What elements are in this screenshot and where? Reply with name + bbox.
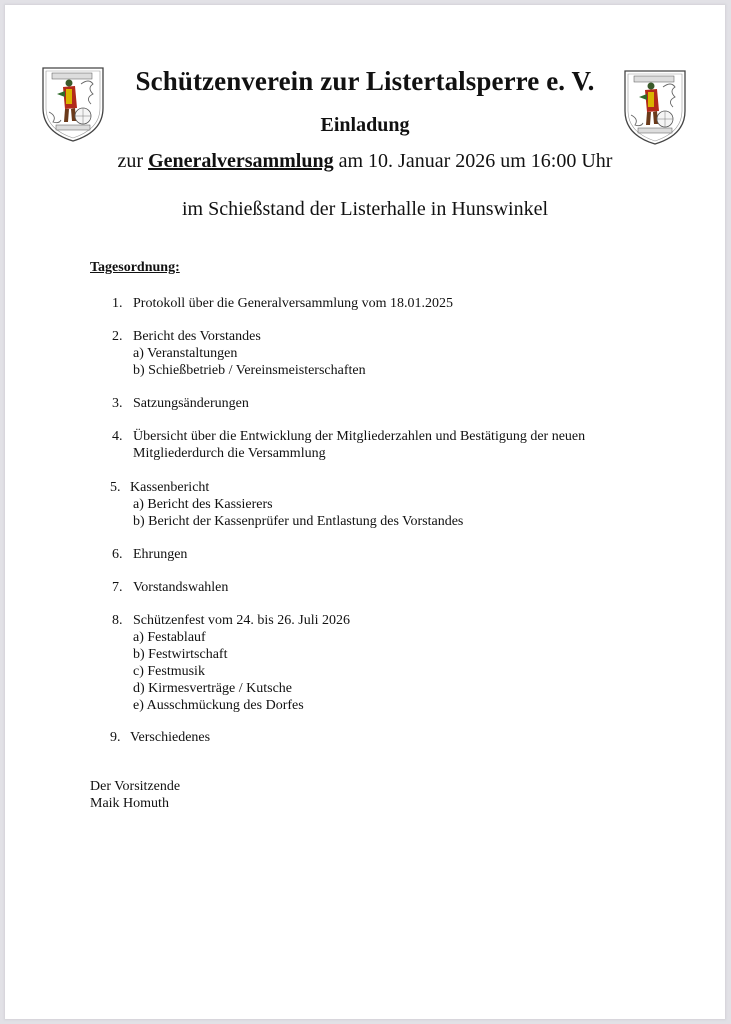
agenda-list (5, 5, 725, 1019)
agenda-heading: Tagesordnung: (90, 260, 180, 275)
agenda-item-number: 4. (112, 429, 123, 444)
agenda-item-text: Satzungsänderungen (133, 396, 249, 411)
agenda-item-number: 2. (112, 329, 123, 344)
signature-block (90, 778, 180, 812)
agenda-item-text: Übersicht über die Entwicklung der Mitgliederzahlen und Bestätigung der neuen (133, 429, 586, 444)
agenda-item-text: Protokoll über die Generalversammlung vom 18.01.2025 (133, 296, 453, 311)
agenda-subitem: e) Ausschmückung des Dorfes (133, 698, 304, 713)
agenda-subitem: b) Festwirtschaft (133, 647, 228, 662)
signature-role: Der Vorsitzende (90, 779, 181, 794)
meeting-location: im Schießstand der Listerhalle in Hunswinkel (181, 198, 549, 220)
meeting-type: Generalversammlung (148, 150, 334, 172)
invitation-heading: Einladung (320, 114, 410, 136)
agenda-item-number: 6. (112, 547, 123, 562)
agenda-item-text: Ehrungen (133, 547, 188, 562)
club-title: Schützenverein zur Listertalsperre e. V. (135, 66, 595, 96)
agenda-item-text: Kassenbericht (130, 480, 210, 495)
agenda-item-number: 5. (110, 480, 121, 495)
agenda-item-number: 7. (112, 580, 123, 595)
agenda-subitem: d) Kirmesverträge / Kutsche (133, 681, 292, 696)
meeting-prefix: zur (117, 150, 149, 172)
agenda-item-text: Vorstandswahlen (133, 580, 229, 595)
agenda-item-number: 8. (112, 613, 123, 628)
agenda-subitem: a) Veranstaltungen (133, 346, 238, 361)
agenda-subitem: b) Schießbetrieb / Vereinsmeisterschaften (133, 363, 366, 378)
agenda-subitem: b) Bericht der Kassenprüfer und Entlastung des Vorstandes (133, 514, 464, 529)
agenda-item-number: 3. (112, 396, 123, 411)
agenda-subitem: a) Bericht des Kassierers (133, 497, 273, 512)
agenda-item-text: Schützenfest vom 24. bis 26. Juli 2026 (133, 613, 350, 628)
document-page (5, 5, 725, 1019)
agenda-subitem: Mitgliederdurch die Versammlung (133, 446, 326, 461)
agenda-item-text: Verschiedenes (130, 730, 211, 745)
agenda-item-number: 9. (110, 730, 121, 745)
meeting-date-time: am 10. Januar 2026 um 16:00 Uhr (333, 150, 613, 172)
agenda-item-number: 1. (112, 296, 123, 311)
signature-name: Maik Homuth (90, 796, 169, 811)
agenda-subitem: a) Festablauf (133, 630, 206, 645)
agenda-subitem: c) Festmusik (133, 664, 205, 679)
agenda-item-text: Bericht des Vorstandes (133, 329, 261, 344)
